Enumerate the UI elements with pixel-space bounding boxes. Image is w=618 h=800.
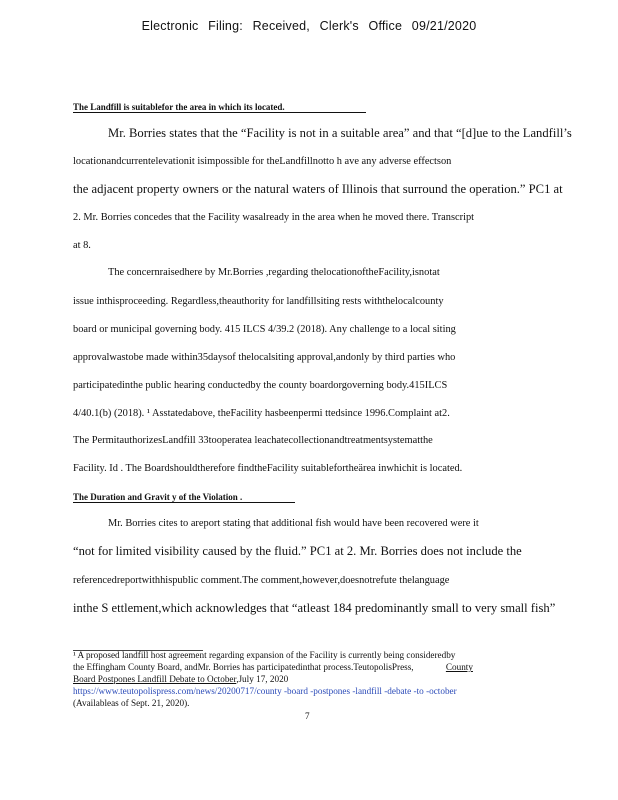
- paragraph-line: issue inthisproceeding. Regardless,theauthority for landfillsiting rests withthelocalcounty: [73, 296, 444, 307]
- paragraph-line: approvalwastobe made within35daysof thelocalsiting approval,andonly by third parties who: [73, 352, 456, 363]
- section-heading-suitability: The Landfill is suitablefor the area in which its located.: [73, 102, 366, 113]
- footnote-url-link[interactable]: https://www.teutopolispress.com/news/20200717/county -board -postpones -landfill -debate -to -october: [73, 686, 457, 696]
- footnote-line: [73, 662, 473, 672]
- paragraph-line: Mr. Borries states that the “Facility is not in a suitable area” and that “[d]ue to the Landfill’s: [108, 126, 572, 140]
- paragraph-line: inthe S ettlement,which acknowledges that “atleast 184 predominantly small to very small fish”: [73, 601, 556, 615]
- paragraph-line: “not for limited visibility caused by the fluid.” PC1 at 2. Mr. Borries does not include the: [73, 544, 522, 558]
- footnote-citation: County: [445, 662, 473, 672]
- paragraph-line: the adjacent property owners or the natural waters of Illinois that surround the operation.” PC1 at: [73, 182, 563, 196]
- footnote-text: ,July 17, 2020: [236, 674, 289, 684]
- filing-stamp: Electronic Filing: Received, Clerk's Office 09/21/2020: [141, 19, 477, 33]
- paragraph-line: Mr. Borries cites to areport stating that additional fish would have been recovered were it: [108, 518, 479, 529]
- paragraph-line: board or municipal governing body. 415 ILCS 4/39.2 (2018). Any challenge to a local siting: [73, 324, 456, 335]
- footnote-line: [73, 674, 288, 684]
- paragraph-line: Facility. Id . The Boardshouldtherefore findtheFacility suitablefortheärea inwhichit is located.: [73, 463, 463, 474]
- footnote-citation: Board Postpones Landfill Debate to October: [73, 674, 237, 684]
- paragraph-line: referencedreportwithhispublic comment.The comment,however,doesnotrefute thelanguage: [73, 575, 450, 586]
- footnote-line: (Availableas of Sept. 21, 2020).: [73, 698, 190, 708]
- footnote-text: the Effingham County Board, andMr. Borries has participatedinthat process.TeutopolisPress,: [73, 662, 414, 672]
- paragraph-line: 4/40.1(b) (2018). ¹ Asstatedabove, theFacility hasbeenpermi ttedsince 1996.Complaint at2.: [73, 408, 450, 419]
- paragraph-line: The PermitauthorizesLandfill 33tooperatea leachatecollectionandtreatmentsystematthe: [73, 435, 433, 446]
- paragraph-line: locationandcurrentelevationit isimpossible for theLandfillnotto h ave any adverse effectson: [73, 156, 452, 167]
- page-number: 7: [305, 711, 310, 721]
- paragraph-line: at 8.: [73, 240, 91, 251]
- paragraph-line: participatedinthe public hearing conductedby the county boardorgoverning body.415ILCS: [73, 380, 448, 391]
- paragraph-line: The concernraisedhere by Mr.Borries ,regarding thelocationoftheFacility,isnotat: [108, 267, 440, 278]
- paragraph-line: 2. Mr. Borries concedes that the Facility wasalready in the area when he moved there. Transcript: [73, 212, 475, 223]
- section-heading-duration: The Duration and Gravit y of the Violation .: [73, 492, 295, 503]
- footnote-line: ¹ A proposed landfill host agreement regarding expansion of the Facility is currently being consideredby: [73, 650, 456, 660]
